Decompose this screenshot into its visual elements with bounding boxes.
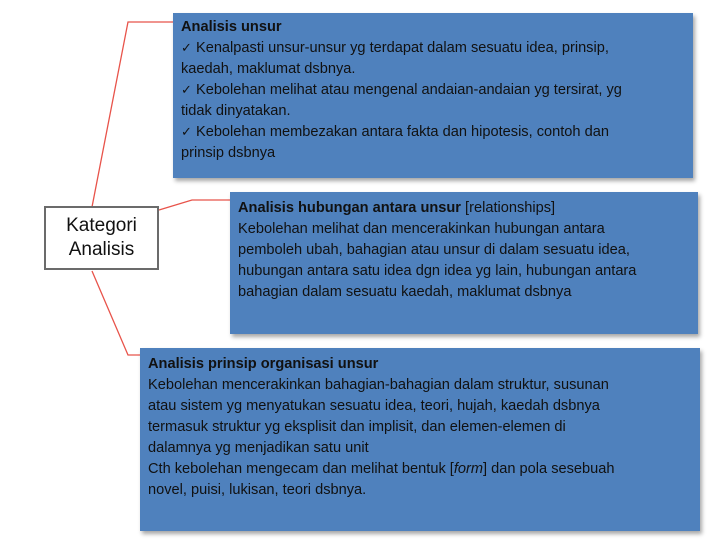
box2-line-1: Kebolehan melihat dan mencerakinkan hubungan antara: [238, 221, 605, 237]
box1-title: Analisis unsur: [181, 19, 282, 35]
checkmark-icon: ✓: [181, 125, 192, 140]
connector-top: [92, 22, 173, 207]
box3-title: Analisis prinsip organisasi unsur: [148, 356, 379, 372]
box1-bullet-3: [181, 122, 685, 143]
box3-line-1: Kebolehan mencerakinkan bahagian-bahagian dalam struktur, susunan: [148, 377, 609, 393]
box2-title-suffix: [relationships]: [461, 200, 556, 216]
checkmark-icon: ✓: [181, 83, 192, 98]
box3-line-6: novel, puisi, lukisan, teori dsbnya.: [148, 482, 367, 498]
box1-bullet-2: [181, 80, 685, 101]
box1-line-5: Kebolehan membezakan antara fakta dan hipotesis, contoh dan: [195, 124, 609, 140]
analisis-hubungan-box: [230, 192, 698, 334]
box2-line-3: hubungan antara satu idea dgn idea yg lain, hubungan antara: [238, 263, 637, 279]
box3-line-3: termasuk struktur yg eksplisit dan implisit, dan elemen-elemen di: [148, 419, 566, 435]
checkmark-icon: ✓: [181, 41, 192, 56]
category-line-1: Kategori: [66, 215, 137, 236]
analisis-unsur-box: [173, 13, 693, 178]
analisis-prinsip-box: [140, 348, 700, 531]
box1-line-1: Kenalpasti unsur-unsur yg terdapat dalam sesuatu idea, prinsip,: [195, 40, 609, 56]
connector-bottom: [92, 271, 140, 355]
box1-bullet-1: [181, 38, 685, 59]
box1-line-3: Kebolehan melihat atau mengenal andaian-andaian yg tersirat, yg: [195, 82, 622, 98]
box3-line-4: dalamnya yg menjadikan satu unit: [148, 440, 369, 456]
box3-line-5-pre: Cth kebolehan mengecam dan melihat bentuk [: [148, 461, 454, 477]
box2-line-2: pemboleh ubah, bahagian atau unsur di dalam sesuatu idea,: [238, 242, 630, 258]
box1-line-2: kaedah, maklumat dsbnya.: [181, 61, 356, 77]
box3-line-5-em: form: [453, 461, 484, 477]
box2-title-line: [238, 198, 690, 219]
category-line-2: Analisis: [68, 239, 135, 260]
box3-line-5: [148, 459, 692, 480]
box2-title: Analisis hubungan antara unsur: [238, 200, 461, 216]
box2-line-4: bahagian dalam sesuatu kaedah, maklumat dsbnya: [238, 284, 572, 300]
box1-line-4: tidak dinyatakan.: [181, 103, 291, 119]
box1-line-6: prinsip dsbnya: [181, 145, 276, 161]
connector-middle: [159, 200, 230, 210]
box3-line-5-post: ] dan pola sesebuah: [483, 461, 615, 477]
box3-line-2: atau sistem yg menyatukan sesuatu idea, teori, hujah, kaedah dsbnya: [148, 398, 600, 414]
category-box: [44, 206, 159, 270]
